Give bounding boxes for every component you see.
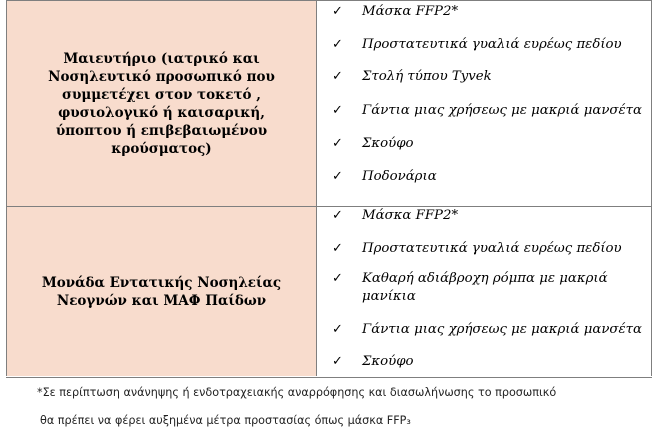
checkmark-icon: ✓ xyxy=(332,354,343,369)
item-text: Σκούφο xyxy=(362,354,414,369)
ppe-table xyxy=(6,0,652,378)
item-text: Προστατευτικά γυαλιά ευρέως πεδίου xyxy=(362,241,622,256)
checkmark-icon: ✓ xyxy=(332,69,343,84)
checkmark-icon: ✓ xyxy=(332,271,343,286)
item-text: Μάσκα FFP2* xyxy=(362,4,459,19)
item-text: Μάσκα FFP2* xyxy=(362,208,459,223)
item-text: Σκούφο xyxy=(362,136,414,151)
checkmark-icon: ✓ xyxy=(332,37,343,52)
item-text: Γάντια μιας χρήσεως με μακριά μανσέτα xyxy=(362,322,642,337)
item-text: Γάντια μιας χρήσεως με μακριά μανσέτα xyxy=(362,103,642,118)
area-label: Μονάδα Εντατικής Νοσηλείας Νεογνών και ΜΑΦ Παίδων xyxy=(41,274,282,309)
item-text: Στολή τύπου Tyvek xyxy=(362,69,492,84)
checkmark-icon: ✓ xyxy=(332,241,343,256)
equipment-cell xyxy=(317,1,652,206)
checkmark-icon: ✓ xyxy=(332,322,343,337)
table-row-nicu xyxy=(6,207,652,376)
table-row-maternity xyxy=(6,1,652,207)
item-text: Ποδονάρια xyxy=(362,169,437,184)
checkmark-icon: ✓ xyxy=(332,208,343,223)
area-cell xyxy=(6,1,317,206)
area-label: Μαιευτήριο (ιατρικό και Νοσηλευτικό προσωπικό που συμμετέχει στον τοκετό , φυσιολογικό ή καισαρική, ύποπτου ή επιβεβαιωμένου κρούσματος) xyxy=(48,50,275,157)
item-text: Καθαρή αδιάβροχη ρόμπα με μακριά μανίκια xyxy=(362,271,608,304)
checkmark-icon: ✓ xyxy=(332,4,343,19)
footnote-line-1: *Σε περίπτωση ανάνηψης ή ενδοτραχειακής αναρρόφησης και διασωλήνωσης το προσωπικό xyxy=(37,386,557,399)
item-text: Προστατευτικά γυαλιά ευρέως πεδίου xyxy=(362,37,622,52)
checkmark-icon: ✓ xyxy=(332,136,343,151)
equipment-cell xyxy=(317,207,652,376)
area-cell xyxy=(6,207,317,376)
checkmark-icon: ✓ xyxy=(332,169,343,184)
footnote-line-2: θα πρέπει να φέρει αυξημένα μέτρα προστασίας όπως μάσκα FFP₃ xyxy=(40,414,411,427)
checkmark-icon: ✓ xyxy=(332,103,343,118)
